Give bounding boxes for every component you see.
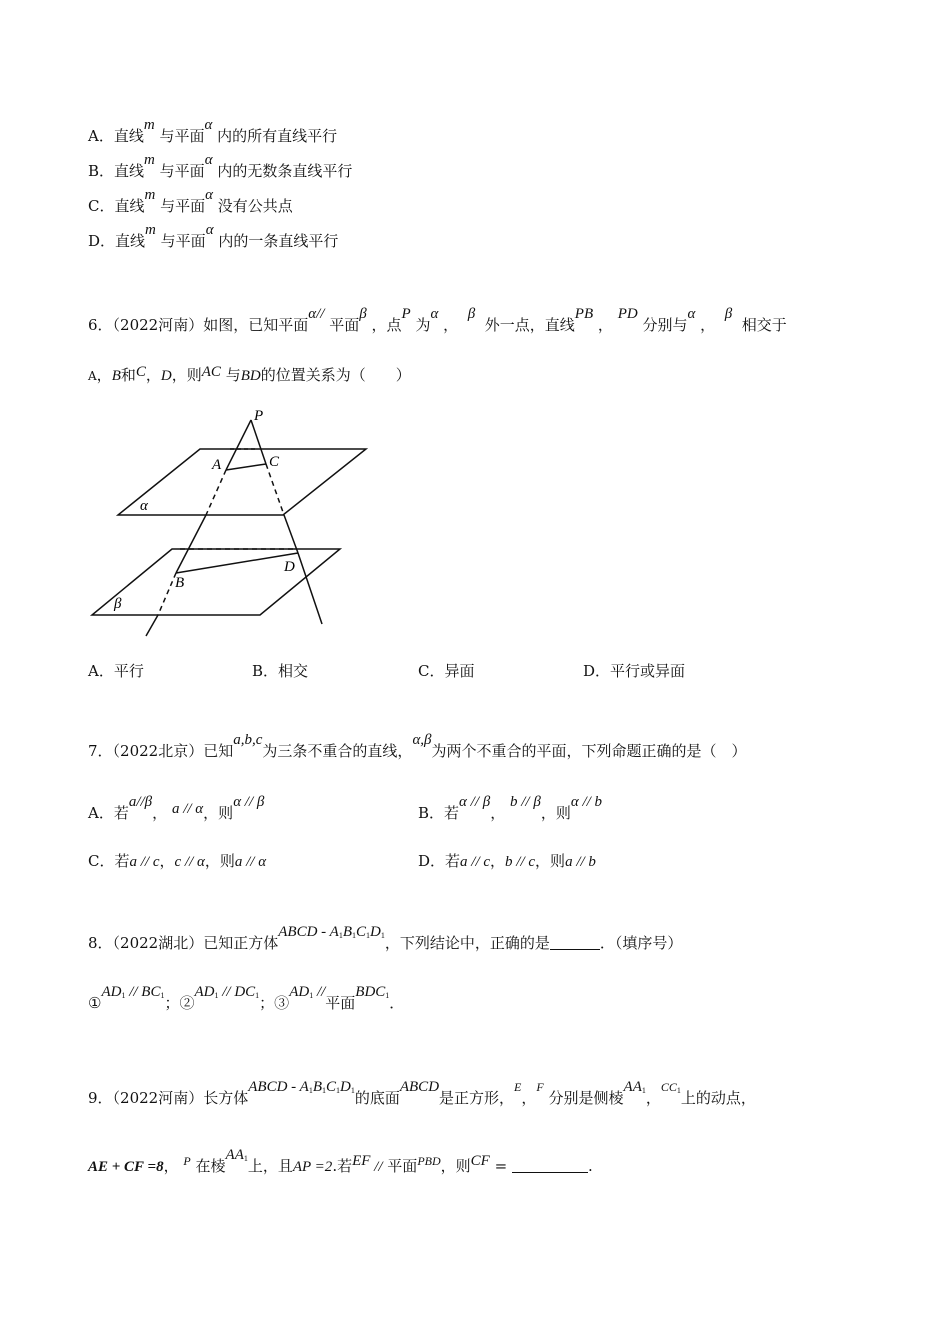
math-beta: β: [359, 306, 367, 322]
math-PB: PB: [574, 306, 594, 322]
cube-name: ABCD - A: [278, 924, 339, 940]
option-text: 直线: [114, 162, 145, 180]
option-text: 与平面: [160, 197, 206, 215]
math-abc: a,b,c: [233, 732, 263, 748]
line-B-below-dashed: [158, 573, 176, 615]
conclusion: a // b: [565, 854, 596, 870]
subscript: 1: [255, 991, 260, 1000]
q7-stem: [88, 732, 747, 762]
answer-blank[interactable]: [550, 935, 600, 950]
math-plane: [355, 984, 389, 1000]
math-alpha: α: [205, 187, 214, 203]
point-F: F: [536, 1080, 544, 1094]
option-letter: C．: [88, 197, 115, 215]
stem-text: ，: [163, 1157, 179, 1175]
separator: ，: [490, 852, 506, 870]
math-beta: β: [467, 306, 476, 322]
separator: ，则: [204, 852, 235, 870]
stem-text: ，: [700, 316, 716, 334]
plane-beta: [92, 549, 340, 615]
q6-option-a[interactable]: A．平行: [88, 662, 144, 680]
equals-sign: =: [489, 1157, 508, 1175]
stem-text: 为: [415, 316, 431, 334]
option-letter: B．: [88, 162, 115, 180]
subscript: 1: [321, 1086, 326, 1095]
question-number: 7．: [88, 742, 113, 760]
option-text: 与平面: [159, 162, 205, 180]
math-text: AD: [101, 984, 122, 1000]
point-B: B: [111, 368, 121, 384]
q7-option-b[interactable]: [418, 794, 603, 823]
q6-option-c[interactable]: C．异面: [418, 662, 475, 680]
plane-alpha: [118, 449, 366, 515]
math-text: CC: [660, 1080, 677, 1094]
condition: a//β: [128, 794, 153, 810]
separator: ，则: [203, 804, 234, 822]
option-label: B．若: [418, 804, 460, 822]
subscript: 1: [366, 931, 370, 940]
math-m: m: [145, 222, 156, 238]
stem-text: 为两个不重合的平面，下列命题正确的是（ ）: [431, 742, 747, 760]
conclusion: α // b: [570, 794, 603, 810]
edge-AA1: [226, 1147, 248, 1163]
math-text: AD: [194, 984, 215, 1000]
q7-option-c[interactable]: [88, 850, 266, 871]
question-source: （2022河南）: [112, 316, 204, 334]
subscript: 1: [243, 1154, 248, 1163]
point-P: P: [183, 1154, 191, 1168]
math-P: P: [401, 306, 411, 322]
q8-items: [88, 984, 405, 1018]
stem-text: ，: [645, 1089, 661, 1107]
label-B: B: [175, 575, 185, 591]
math-alpha-beta: α,β: [412, 732, 432, 748]
math-text: // BC: [125, 984, 161, 1000]
question-number: 6．: [88, 316, 113, 334]
subscript: 1: [641, 1086, 646, 1095]
question-source: （2022北京）: [112, 742, 204, 760]
option-text: 直线: [114, 197, 145, 215]
option-text: 内的无数条直线平行: [217, 162, 353, 180]
point-D: D: [160, 368, 172, 384]
math-PD: PD: [617, 306, 638, 322]
stem-text: 分别是侧棱: [548, 1089, 624, 1107]
edge-CC1: [661, 1080, 681, 1094]
item-marker: ；②: [164, 994, 195, 1012]
subscript: 1: [160, 991, 165, 1000]
math-alpha: α: [205, 222, 214, 238]
stem-text: .: [587, 1157, 593, 1175]
stem-text: 和: [120, 366, 136, 384]
stem-text: 已知: [203, 742, 234, 760]
option-text: 内的一条直线平行: [218, 232, 339, 250]
segment-BD: BD: [240, 368, 261, 384]
math-text: BDC: [355, 984, 386, 1000]
separator: ，则: [535, 852, 566, 870]
question-source: （2022湖北）: [112, 934, 204, 952]
stem-text: 平面: [329, 316, 360, 334]
subscript: 1: [350, 1086, 355, 1095]
stem-text: 的位置关系为（ ）: [260, 366, 411, 384]
condition: c // α: [174, 854, 205, 870]
segment-EF: EF: [352, 1153, 371, 1169]
condition: b // β: [510, 794, 541, 810]
math-box: ABCD - $A_1B_1C_1D_1$: [248, 1079, 355, 1095]
statement-1: [101, 984, 164, 1000]
math-cube: ABCD - $A_1B_1C_1D_1$: [278, 924, 385, 940]
math-alpha-parallel: α//: [308, 306, 325, 322]
q8-stem: [88, 924, 683, 958]
stem-text: 长方体: [203, 1089, 249, 1107]
math-alpha: α: [430, 306, 439, 322]
subscript: 1: [309, 991, 314, 1000]
math-m: m: [144, 187, 156, 203]
conclusion: a // α: [234, 854, 267, 870]
option-text: 直线: [113, 127, 144, 145]
segment-BD: [176, 553, 298, 573]
stem-text: ．（填序号）: [599, 934, 683, 952]
math-alpha: α: [687, 306, 696, 322]
subscript: 1: [308, 1086, 313, 1095]
edge-AA1: [624, 1079, 646, 1095]
stem-text: 上，且: [247, 1157, 293, 1175]
line-D-below: [298, 553, 322, 624]
q5-option-a[interactable]: [88, 117, 338, 147]
line-A-B-dashed: [206, 470, 226, 515]
statement-2: [194, 984, 259, 1000]
stem-text: ，: [597, 316, 613, 334]
stem-text: 平面: [325, 994, 356, 1012]
math-m: m: [143, 117, 155, 133]
math-text: AD: [289, 984, 310, 1000]
item-marker: ；③: [259, 994, 290, 1012]
question-source: （2022河南）: [112, 1089, 204, 1107]
option-text: 直线: [115, 232, 146, 250]
equation-AP: AP =2: [292, 1159, 333, 1175]
item-marker: ①: [88, 994, 102, 1012]
q5-option-c[interactable]: [88, 187, 293, 217]
point-C: C: [135, 364, 146, 380]
subscript: 1: [380, 931, 385, 940]
parallel-symbol: //: [370, 1159, 383, 1175]
math-ABCD: ABCD: [399, 1079, 440, 1095]
option-text: 与平面: [160, 232, 206, 250]
math-alpha: α: [204, 152, 213, 168]
q6-stem-line2: [88, 365, 411, 386]
question-number: 9．: [88, 1089, 113, 1107]
condition: a // c: [460, 854, 491, 870]
line-C-D: [284, 515, 298, 553]
subscript: 1: [214, 991, 219, 1000]
stem-text: .若: [332, 1157, 353, 1175]
stem-text: ，: [145, 366, 161, 384]
option-letter: D．: [88, 232, 116, 250]
option-text: 与平面: [159, 127, 205, 145]
condition: b // c: [505, 854, 536, 870]
stem-text: 已知正方体: [203, 934, 279, 952]
line-B-below: [146, 615, 158, 636]
stem-text: 如图，已知平面: [203, 316, 309, 334]
q9-stem-line2: [88, 1147, 593, 1181]
stem-text: ，则: [171, 366, 202, 384]
stem-text: ，: [521, 1089, 537, 1107]
option-label: C．若: [88, 852, 130, 870]
label-C: C: [269, 454, 280, 470]
stem-text: 平面: [387, 1157, 418, 1175]
stem-text: 在棱: [195, 1157, 226, 1175]
answer-blank[interactable]: [512, 1158, 588, 1173]
stem-text: 与: [225, 366, 241, 384]
q5-option-b[interactable]: [88, 152, 353, 182]
option-label: D．若: [418, 852, 461, 870]
conclusion: α // β: [233, 794, 265, 810]
condition: a // c: [129, 854, 160, 870]
subscript: 1: [121, 991, 126, 1000]
math-m: m: [144, 152, 155, 168]
option-label: A．若: [88, 804, 129, 822]
subscript: 1: [336, 1086, 340, 1095]
separator: ，则: [540, 804, 571, 822]
stem-text: 是正方形，: [439, 1089, 515, 1107]
option-text: 内的所有直线平行: [217, 127, 338, 145]
stem-text: 的底面: [354, 1089, 400, 1107]
equation-sum: AE + CF =8: [88, 1159, 164, 1175]
label-P: P: [254, 408, 264, 424]
math-text: // DC: [218, 984, 256, 1000]
label-D: D: [284, 559, 295, 575]
stem-text: ，: [443, 316, 459, 334]
point-A: A: [88, 369, 97, 383]
line-P-C: [251, 420, 266, 464]
statement-3: [289, 984, 325, 1000]
q6-option-b[interactable]: B．相交: [252, 662, 309, 680]
line-A-B: [176, 515, 206, 573]
q7-option-a[interactable]: [88, 794, 265, 823]
segment-CF: CF: [470, 1153, 490, 1169]
math-beta: β: [724, 306, 733, 322]
q9-stem-line1: [88, 1079, 756, 1113]
math-text: AA: [225, 1147, 244, 1163]
point-E: E: [514, 1080, 522, 1094]
stem-text: ，点: [371, 316, 402, 334]
subscript: 1: [385, 991, 390, 1000]
plane-PBD: PBD: [417, 1154, 441, 1168]
stem-text: 相交于: [741, 316, 787, 334]
line-P-A: [226, 420, 251, 470]
stem-text: 上的动点，: [680, 1089, 756, 1107]
question-number: 8．: [88, 934, 113, 952]
stem-text: ，下列结论中，正确的是: [384, 934, 550, 952]
q6-stem-line1: [88, 306, 787, 336]
math-text: AA: [623, 1079, 642, 1095]
subscript: 1: [338, 931, 343, 940]
separator: ，: [490, 804, 506, 822]
segment-AC: [226, 464, 266, 470]
stem-text: ．: [389, 994, 405, 1012]
stem-text: ，则: [440, 1157, 471, 1175]
label-beta: β: [114, 596, 122, 612]
q5-option-d[interactable]: [88, 222, 339, 252]
stem-text: 分别与: [642, 316, 688, 334]
line-C-D-dashed: [266, 464, 284, 515]
stem-text: ，: [96, 366, 112, 384]
stem-text: 为三条不重合的直线，: [262, 742, 413, 760]
subscript: 1: [676, 1086, 681, 1095]
geometry-figure: [80, 400, 380, 640]
math-text: //: [313, 984, 326, 1000]
q6-option-d[interactable]: D．平行或异面: [583, 662, 686, 680]
segment-AC: AC: [201, 364, 221, 380]
label-alpha: α: [140, 498, 148, 514]
math-alpha: α: [204, 117, 213, 133]
condition: α // β: [459, 794, 491, 810]
separator: ，: [159, 852, 175, 870]
box-name: ABCD - A: [248, 1079, 309, 1095]
subscript: 1: [351, 931, 356, 940]
condition: a // α: [171, 801, 204, 817]
option-text: 没有公共点: [217, 197, 293, 215]
separator: ，: [152, 804, 168, 822]
q7-option-d[interactable]: [418, 850, 596, 871]
stem-text: 外一点，直线: [484, 316, 575, 334]
option-letter: A．: [88, 127, 114, 145]
label-A: A: [212, 457, 222, 473]
